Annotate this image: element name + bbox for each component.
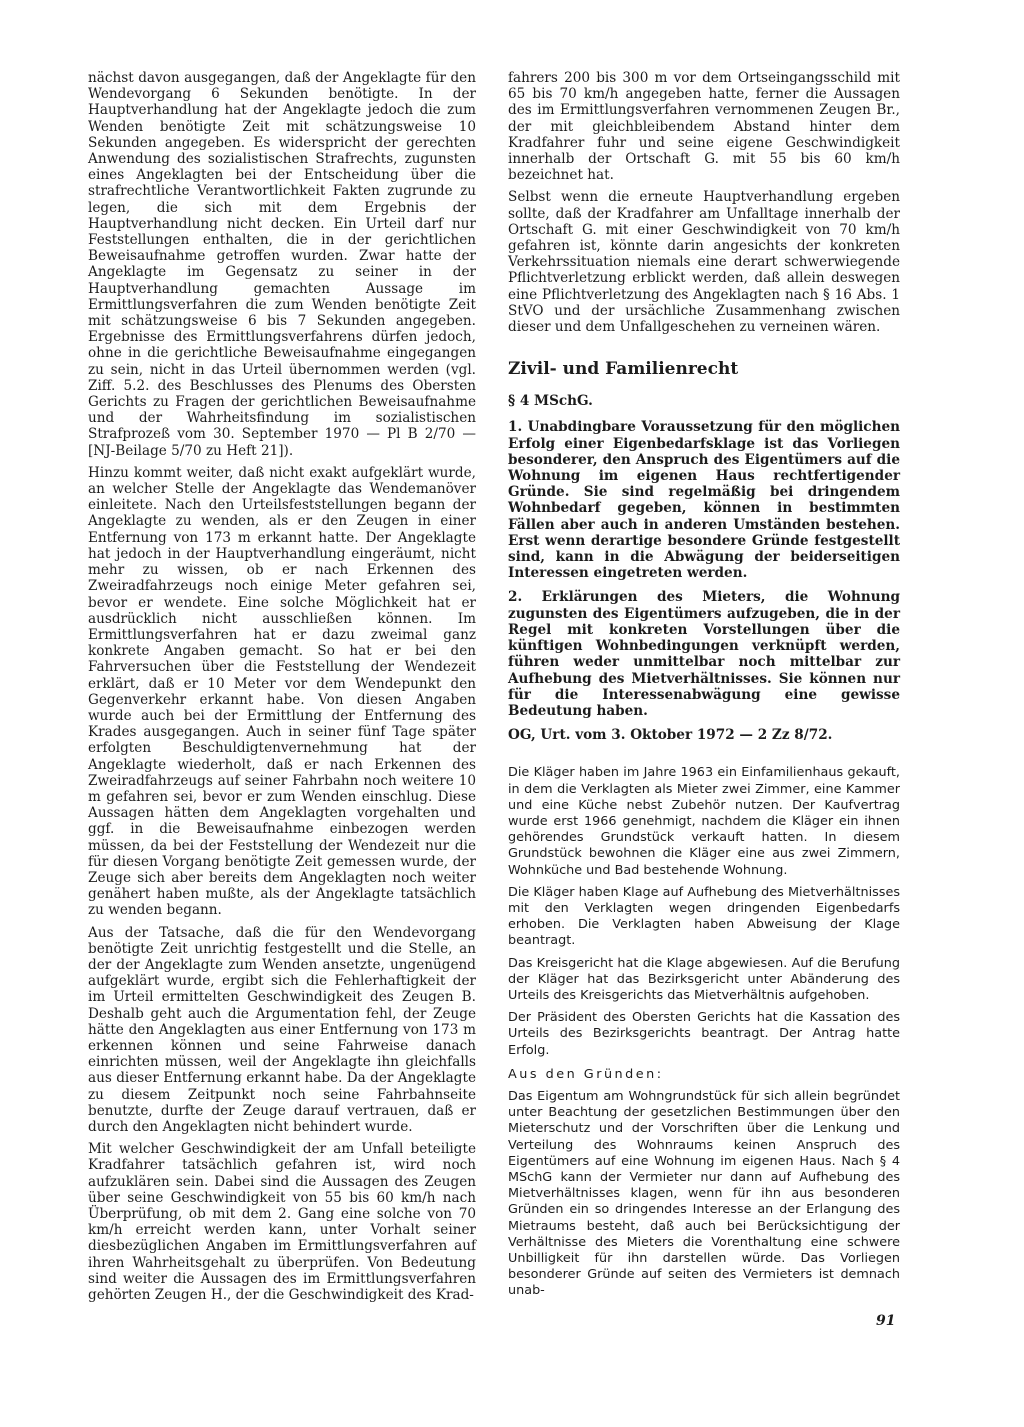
facts-paragraph: Der Präsident des Obersten Gerichts hat die Kassation des Urteils des Bezirksgerichts beantragt. Der Antrag hatte Erfolg. — [508, 1010, 900, 1058]
paragraph: fahrers 200 bis 300 m vor dem Ortseingangsschild mit 65 bis 70 km/h angegeben hatte, ferner die Aussagen des im Ermittlungsverfahren vernommenen Zeugen Br., der mit gleichbleibendem Abstand hinter dem Kradfahrer fuhr und seine eigene Geschwindigkeit innerhalb der Ortschaft G. mit 55 bis 60 km/h bezeichnet hat. — [508, 70, 900, 184]
leitsatz: 1. Unabdingbare Voraussetzung für den möglichen Erfolg einer Eigenbedarfsklage ist das Vorliegen besonderer, den Anspruch des Eigentümers auf die Wohnung im eigenen Haus rechtfertigender Gründe. Sie sind regelmäßig bei dringendem Wohnbedarf gegeben, können in bestimmten Fällen aber auch in anderen Umständen bestehen. Erst wenn derartige besondere Gründe festgestellt sind, kann in die Abwägung der beiderseitigen Interessen eingetreten werden. — [508, 419, 900, 582]
facts-paragraph: Das Kreisgericht hat die Klage abgewiesen. Auf die Berufung der Kläger hat das Bezirksgericht unter Abänderung des Urteils des Kreisgerichts das Mietverhältnis aufgehoben. — [508, 955, 900, 1003]
norm-reference: § 4 MSchG. — [508, 393, 593, 410]
paragraph: Selbst wenn die erneute Hauptverhandlung ergeben sollte, daß der Kradfahrer am Unfalltage innerhalb der Ortschaft G. mit einer Geschwindigkeit von 70 km/h gefahren ist, könnte darin angesichts der konkreten Verkehrssituation niemals eine derart schwerwiegende Pflichtverletzung erblickt werden, daß allein deswegen eine Pflichtverletzung des Angeklagten nach § 16 Abs. 1 StVO und der ursächliche Zusammenhang zwischen dieser und dem Unfallgeschehen zu verneinen wären. — [508, 189, 900, 336]
grounds-paragraph: Das Eigentum am Wohngrundstück für sich allein begründet unter Beachtung der gesetzlichen Bestimmungen über den Mieterschutz und der Vorschriften über die Lenkung und Verteilung des Wohnraums keinen Anspruch des Eigentümers auf eine Wohnung im eigenen Haus. Nach § 4 MSchG kann der Vermieter nur dann auf Aufhebung des Mietverhältnisses klagen, wenn für ihn aus besonderen Gründen ein so dringendes Interesse an der Erlangung des Mietraums besteht, daß auch bei Berücksichtigung der Verhältnisse des Mieters die Vorenthaltung eine schwere Unbilligkeit für ihn darstellen würde. Das Vorliegen besonderer Gründe auf seiten des Vermieters ist demnach unab- — [508, 1088, 900, 1299]
left-column — [88, 70, 476, 1309]
grounds-heading: Aus den Gründen: — [508, 1066, 664, 1082]
paragraph: Aus der Tatsache, daß die für den Wendevorgang benötigte Zeit unrichtig festgestellt und die Stelle, an der der Angeklagte zum Wenden ansetzte, ungenügend aufgeklärt wurde, ergibt sich die Fehlerhaftigkeit der im Urteil ermittelten Geschwindigkeit des Zeugen B. Deshalb geht auch die Argumentation fehl, der Zeuge hätte den Angeklagten aus einer Entfernung von 173 m erkennen können und seine Fahrweise danach einrichten müssen, weil der Angeklagte ihn gleichfalls aus dieser Entfernung erkannt habe. Da der Angeklagte zu diesem Zeitpunkt noch seine Fahrbahnseite benutzte, durfte der Zeuge darauf vertrauen, daß er durch den Angeklagten nicht behindert wurde. — [88, 924, 476, 1135]
right-column — [508, 70, 900, 1306]
page-number: 91 — [876, 1313, 896, 1329]
facts-paragraph: Die Kläger haben im Jahre 1963 ein Einfamilienhaus gekauft, in dem die Verklagten als Mieter zwei Zimmer, eine Kammer und eine Küche nebst Zubehör nutzen. Der Kaufvertrag wurde erst 1966 genehmigt, nachdem die Kläger ein ihnen gehörendes Grundstück verkauft hatten. In diesem Grundstück bewohnen die Kläger eine aus zwei Zimmern, Wohnküche und Bad bestehende Wohnung. — [508, 765, 900, 878]
facts-paragraph: Die Kläger haben Klage auf Aufhebung des Mietverhältnisses mit den Verklagten wegen dringenden Eigenbedarfs erhoben. Die Verklagten haben Abweisung der Klage beantragt. — [508, 884, 900, 949]
paragraph: nächst davon ausgegangen, daß der Angeklagte für den Wendevorgang 6 Sekunden benötigte. In der Hauptverhandlung hat der Angeklagte jedoch die zum Wenden benötigte Zeit mit schätzungsweise 10 Sekunden angegeben. Es widerspricht der gerechten Anwendung des sozialistischen Strafrechts, zugunsten eines Angeklagten bei der Entscheidung über die strafrechtliche Verantwortlichkeit Fakten zugrunde zu legen, die sich mit dem Ergebnis der Hauptverhandlung nicht decken. Ein Urteil darf nur Feststellungen enthalten, die in der gerichtlichen Beweisaufnahme getroffen wurden. Zwar hatte der Angeklagte im Gegensatz zu seiner in der Hauptverhandlung gemachten Aussage im Ermittlungsverfahren die zum Wenden benötigte Zeit mit schätzungsweise 6 bis 7 Sekunden angegeben. Ergebnisse des Ermittlungsverfahrens dürfen jedoch, ohne in die gerichtliche Beweisaufnahme eingegangen zu sein, nicht in das Urteil übernommen werden (vgl. Ziff. 5.2. des Beschlusses des Plenums des Obersten Gerichts zu Fragen der gerichtlichen Beweisaufnahme und der Wahrheitsfindung im sozialistischen Strafprozeß vom 30. September 1970 — Pl B 2/70 — [NJ-Beilage 5/70 zu Heft 21]). — [88, 70, 476, 459]
decision-reference: OG, Urt. vom 3. Oktober 1972 — 2 Zz 8/72. — [508, 727, 833, 744]
paragraph: Hinzu kommt weiter, daß nicht exakt aufgeklärt wurde, an welcher Stelle der Angeklagte das Wendemanöver einleitete. Nach den Urteilsfeststellungen begann der Angeklagte zu wenden, als er den Zeugen in einer Entfernung von 173 m erkannt hatte. Der Angeklagte hat jedoch in der Hauptverhandlung eingeräumt, nicht mehr zu wissen, ob er nach Erkennen des Zweiradfahrzeugs noch einige Meter gefahren sei, bevor er wendete. Eine solche Möglichkeit hat er ausdrücklich nicht ausschließen können. Im Ermittlungsverfahren hat er dazu zweimal ganz konkrete Angaben gemacht. So hat er bei den Fahrversuchen über die Feststellung der Wendezeit erklärt, daß er 10 Meter vor dem Wendepunkt den Gegenverkehr erkannt habe. Von diesen Angaben wurde auch bei der Ermittlung der Entfernung des Krades ausgegangen. Auch in seiner fünf Tage später erfolgten Beschuldigtenvernehmung hat der Angeklagte wiederholt, daß er nach Erkennen des Zweiradfahrzeugs auf seiner Fahrbahn noch weitere 10 m gefahren sei, bevor er zum Wenden einschlug. Diese Aussagen hätten dem Angeklagten vorgehalten und ggf. in die Beweisaufnahme einbezogen werden müssen, da bei der Feststellung der Wendezeit nur die für diesen Vorgang benötigte Zeit gemessen wurde, der Zeuge sich aber bereits dem Angeklagten noch weiter genähert haben mußte, als der Angeklagte tatsächlich zu wenden begann. — [88, 464, 476, 919]
paragraph: Mit welcher Geschwindigkeit der am Unfall beteiligte Kradfahrer tatsächlich gefahren ist, wird noch aufzuklären sein. Dabei sind die Aussagen des Zeugen über seine Geschwindigkeit von 55 bis 60 km/h nach Überprüfung, ob mit dem 2. Gang eine solche von 70 km/h erreicht werden kann, unter Vorhalt seiner diesbezüglichen Angaben im Ermittlungsverfahren auf ihren Wahrheitsgehalt zu überprüfen. Von Bedeutung sind weiter die Aussagen des im Ermittlungsverfahren gehörten Zeugen H., der die Geschwindigkeit des Krad- — [88, 1141, 476, 1304]
leitsatz: 2. Erklärungen des Mieters, die Wohnung zugunsten des Eigentümers aufzugeben, die in der Regel mit konkreten Vorstellungen über die künftigen Wohnbedingungen verknüpft werden, führen weder unmittelbar noch mittelbar zur Aufhebung des Mietverhältnisses. Sie können nur für die Interessenabwägung eine gewisse Bedeutung haben. — [508, 589, 900, 719]
section-heading: Zivil- und Familienrecht — [508, 359, 739, 380]
